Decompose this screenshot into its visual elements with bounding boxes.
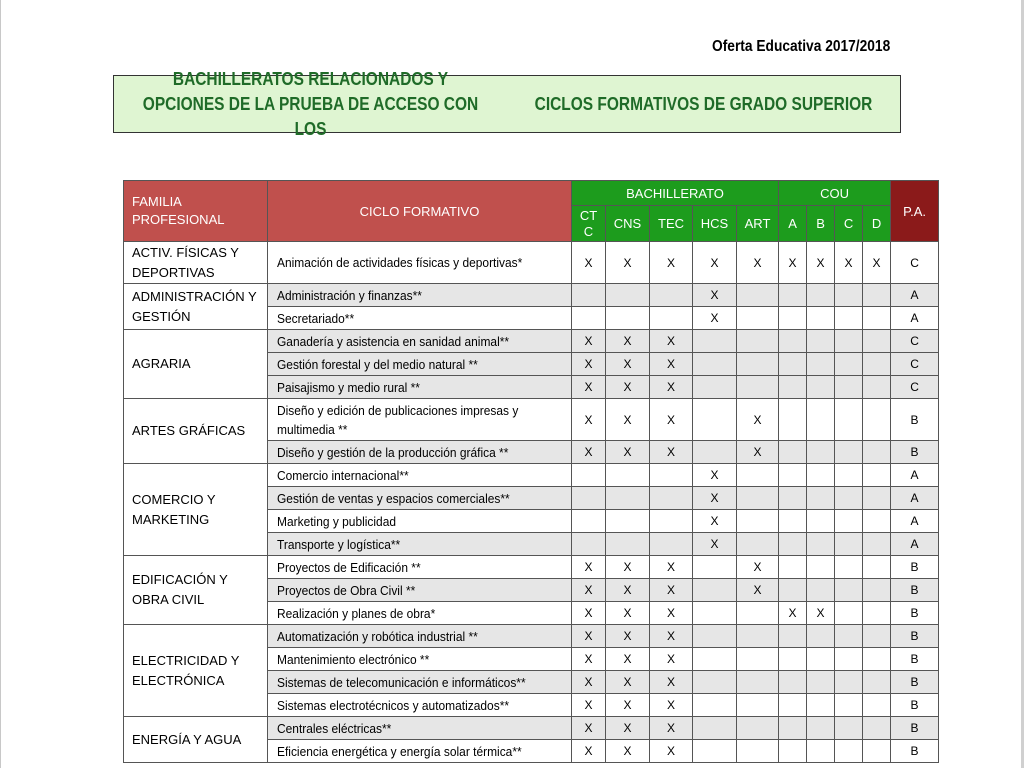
mark-cell-art: X [737,242,779,284]
pa-cell: C [891,376,939,399]
mark-cell-d [863,376,891,399]
familia-cell: ACTIV. FÍSICAS Y DEPORTIVAS [124,242,268,284]
mark-cell-tec: X [650,625,693,648]
mark-cell-tec [650,464,693,487]
mark-cell-b [807,717,835,740]
ciclo-cell [268,556,572,579]
mark-cell-a [779,625,807,648]
mark-cell-a [779,694,807,717]
mark-cell-cns [606,307,650,330]
ciclo-name: Centrales eléctricas** [277,720,392,736]
title-box [113,68,901,139]
mark-cell-tec: X [650,671,693,694]
mark-cell-ctc: X [572,353,606,376]
mark-cell-b: X [807,242,835,284]
pa-cell: B [891,694,939,717]
pa-cell: B [891,625,939,648]
mark-cell-hcs [693,602,737,625]
ciclo-name: Proyectos de Obra Civil ** [277,582,416,598]
mark-cell-a [779,464,807,487]
mark-cell-ctc [572,284,606,307]
mark-cell-a [779,376,807,399]
mark-cell-c [835,602,863,625]
pa-cell: C [891,242,939,284]
mark-cell-d [863,740,891,763]
header-ctc-line1: CT [579,207,598,223]
title-line-2: CICLOS FORMATIVOS DE GRADO SUPERIOR [534,93,873,114]
mark-cell-a [779,556,807,579]
mark-cell-c [835,625,863,648]
ciclo-cell [268,330,572,353]
mark-cell-b [807,487,835,510]
mark-cell-cns: X [606,602,650,625]
mark-cell-art [737,330,779,353]
familia-cell: ADMINISTRACIÓN Y GESTIÓN [124,284,268,330]
mark-cell-ctc: X [572,717,606,740]
mark-cell-tec: X [650,717,693,740]
mark-cell-hcs [693,625,737,648]
mark-cell-d [863,330,891,353]
ciclo-cell [268,602,572,625]
pa-cell: B [891,717,939,740]
header-cou-c: C [835,206,863,242]
mark-cell-hcs: X [693,533,737,556]
mark-cell-a [779,487,807,510]
mark-cell-b: X [807,602,835,625]
mark-cell-a [779,510,807,533]
mark-cell-cns [606,284,650,307]
mark-cell-a [779,330,807,353]
mark-cell-a [779,671,807,694]
mark-cell-c [835,533,863,556]
header-ctc [572,206,606,242]
mark-cell-c [835,399,863,441]
mark-cell-hcs [693,330,737,353]
ciclo-name: Automatización y robótica industrial ** [277,628,478,644]
header-tec: TEC [650,206,693,242]
ciclo-name: Paisajismo y medio rural ** [277,379,420,395]
mark-cell-c [835,330,863,353]
mark-cell-hcs [693,717,737,740]
mark-cell-b [807,307,835,330]
ciclo-name: Ganadería y asistencia en sanidad animal** [277,333,510,349]
table-row [124,242,939,284]
mark-cell-ctc: X [572,694,606,717]
mark-cell-ctc: X [572,330,606,353]
ciclo-name: Administración y finanzas** [277,287,422,303]
pa-cell: B [891,579,939,602]
header-ctc-line2: C [583,223,594,239]
header-pa: P.A. [891,181,939,242]
mark-cell-d [863,625,891,648]
ciclo-name: Gestión de ventas y espacios comerciales** [277,490,510,506]
mark-cell-tec: X [650,740,693,763]
mark-cell-c [835,510,863,533]
mark-cell-b [807,284,835,307]
ciclo-cell [268,242,572,284]
ciclo-name: Sistemas de telecomunicación e informáticos** [277,674,526,690]
mark-cell-a: X [779,602,807,625]
mark-cell-hcs [693,399,737,441]
mark-cell-cns: X [606,648,650,671]
mark-cell-d [863,648,891,671]
ciclo-cell [268,353,572,376]
mark-cell-art [737,464,779,487]
ciclo-cell [268,399,572,441]
familia-cell: COMERCIO Y MARKETING [124,464,268,556]
header-cou-b: B [807,206,835,242]
header-art: ART [737,206,779,242]
mark-cell-hcs: X [693,510,737,533]
pa-cell: A [891,284,939,307]
mark-cell-cns: X [606,441,650,464]
ciclo-cell [268,625,572,648]
mark-cell-cns: X [606,330,650,353]
mark-cell-hcs [693,671,737,694]
pa-cell: B [891,441,939,464]
pa-cell: B [891,648,939,671]
mark-cell-c [835,579,863,602]
header-familia-line2: PROFESIONAL [132,212,225,227]
ciclo-cell [268,487,572,510]
header-ciclo: CICLO FORMATIVO [268,181,572,242]
mark-cell-tec: X [650,330,693,353]
header-cou: COU [779,181,891,206]
pa-cell: A [891,307,939,330]
mark-cell-cns: X [606,353,650,376]
mark-cell-ctc: X [572,602,606,625]
mark-cell-art: X [737,441,779,464]
mark-cell-art [737,671,779,694]
mark-cell-d [863,556,891,579]
mark-cell-tec: X [650,353,693,376]
page-left-edge [0,0,1,768]
ciclos-table [123,180,939,763]
mark-cell-tec [650,284,693,307]
mark-cell-a [779,579,807,602]
mark-cell-d [863,533,891,556]
mark-cell-ctc: X [572,441,606,464]
mark-cell-ctc: X [572,242,606,284]
mark-cell-cns: X [606,671,650,694]
mark-cell-c [835,284,863,307]
mark-cell-art [737,625,779,648]
familia-cell: EDIFICACIÓN Y OBRA CIVIL [124,556,268,625]
ciclo-cell [268,717,572,740]
mark-cell-c [835,671,863,694]
mark-cell-art [737,602,779,625]
mark-cell-hcs [693,441,737,464]
mark-cell-tec: X [650,694,693,717]
pa-cell: C [891,330,939,353]
mark-cell-tec: X [650,602,693,625]
mark-cell-tec [650,533,693,556]
mark-cell-tec: X [650,441,693,464]
mark-cell-d [863,602,891,625]
mark-cell-ctc: X [572,740,606,763]
mark-cell-b [807,579,835,602]
mark-cell-tec: X [650,556,693,579]
mark-cell-hcs [693,353,737,376]
header-cns: CNS [606,206,650,242]
mark-cell-tec: X [650,242,693,284]
header-cou-a: A [779,206,807,242]
mark-cell-b [807,694,835,717]
mark-cell-a: X [779,242,807,284]
mark-cell-ctc: X [572,648,606,671]
mark-cell-cns: X [606,579,650,602]
mark-cell-c [835,441,863,464]
mark-cell-tec [650,307,693,330]
mark-cell-b [807,376,835,399]
ciclo-cell [268,376,572,399]
familia-cell: ELECTRICIDAD Y ELECTRÓNICA [124,625,268,717]
mark-cell-hcs: X [693,307,737,330]
mark-cell-a [779,648,807,671]
mark-cell-c [835,487,863,510]
header-bachillerato: BACHILLERATO [572,181,779,206]
mark-cell-hcs [693,648,737,671]
mark-cell-c [835,353,863,376]
table-row [124,556,939,579]
mark-cell-c [835,376,863,399]
ciclo-name: Marketing y publicidad [277,513,397,529]
header-cou-d: D [863,206,891,242]
ciclo-cell [268,284,572,307]
mark-cell-a [779,353,807,376]
ciclo-cell [268,533,572,556]
mark-cell-cns: X [606,625,650,648]
pa-cell: B [891,556,939,579]
mark-cell-art: X [737,399,779,441]
ciclo-name: Proyectos de Edificación ** [277,559,421,575]
mark-cell-d: X [863,242,891,284]
mark-cell-art [737,533,779,556]
mark-cell-art [737,307,779,330]
pa-cell: A [891,487,939,510]
mark-cell-tec: X [650,579,693,602]
mark-cell-ctc: X [572,376,606,399]
mark-cell-art [737,510,779,533]
mark-cell-art [737,648,779,671]
mark-cell-b [807,740,835,763]
ciclo-cell [268,740,572,763]
ciclo-name: Sistemas electrotécnicos y automatizados** [277,697,510,713]
mark-cell-b [807,353,835,376]
ciclo-name: Comercio internacional** [277,467,409,483]
pa-cell: A [891,464,939,487]
mark-cell-tec: X [650,376,693,399]
mark-cell-d [863,671,891,694]
mark-cell-cns: X [606,556,650,579]
mark-cell-cns [606,464,650,487]
mark-cell-art [737,353,779,376]
familia-cell: ARTES GRÁFICAS [124,399,268,464]
ciclo-name: Realización y planes de obra* [277,605,436,621]
mark-cell-hcs [693,740,737,763]
mark-cell-tec: X [650,648,693,671]
mark-cell-art [737,487,779,510]
mark-cell-b [807,399,835,441]
mark-cell-hcs [693,694,737,717]
mark-cell-c [835,694,863,717]
mark-cell-hcs: X [693,464,737,487]
mark-cell-tec [650,487,693,510]
mark-cell-hcs [693,556,737,579]
mark-cell-b [807,556,835,579]
mark-cell-c: X [835,242,863,284]
pa-cell: B [891,399,939,441]
mark-cell-art: X [737,556,779,579]
mark-cell-art: X [737,579,779,602]
mark-cell-hcs: X [693,242,737,284]
mark-cell-cns: X [606,694,650,717]
mark-cell-a [779,717,807,740]
mark-cell-hcs: X [693,284,737,307]
mark-cell-c [835,556,863,579]
table-row [124,399,939,441]
mark-cell-ctc [572,464,606,487]
table-row [124,625,939,648]
pa-cell: B [891,602,939,625]
ciclo-cell [268,671,572,694]
pa-cell: A [891,533,939,556]
ciclo-name: Gestión forestal y del medio natural ** [277,356,478,372]
header-familia-line1: FAMILIA [132,194,182,209]
mark-cell-ctc: X [572,399,606,441]
mark-cell-cns: X [606,376,650,399]
mark-cell-d [863,399,891,441]
pa-cell: C [891,353,939,376]
mark-cell-ctc: X [572,579,606,602]
table-row [124,330,939,353]
mark-cell-d [863,694,891,717]
ciclo-cell [268,464,572,487]
ciclo-cell [268,694,572,717]
mark-cell-d [863,307,891,330]
mark-cell-cns [606,533,650,556]
mark-cell-c [835,717,863,740]
table-row [124,717,939,740]
mark-cell-a [779,307,807,330]
mark-cell-d [863,284,891,307]
title-line-1: BACHILLERATOS RELACIONADOS Y OPCIONES DE LA PRUEBA DE ACCESO CON LOS [142,68,479,139]
mark-cell-c [835,740,863,763]
mark-cell-art [737,694,779,717]
mark-cell-d [863,464,891,487]
mark-cell-art [737,740,779,763]
mark-cell-b [807,533,835,556]
ciclo-cell [268,307,572,330]
header-hcs: HCS [693,206,737,242]
mark-cell-b [807,625,835,648]
ciclo-name: Diseño y edición de publicaciones impresas y multimedia ** [277,402,519,437]
mark-cell-d [863,717,891,740]
ciclo-name: Animación de actividades físicas y deportivas* [277,255,523,270]
mark-cell-cns [606,510,650,533]
ciclo-cell [268,648,572,671]
mark-cell-ctc [572,307,606,330]
mark-cell-c [835,307,863,330]
mark-cell-b [807,648,835,671]
mark-cell-a [779,533,807,556]
familia-cell: ENERGÍA Y AGUA [124,717,268,763]
mark-cell-b [807,441,835,464]
mark-cell-d [863,441,891,464]
ciclo-cell [268,579,572,602]
mark-cell-cns [606,487,650,510]
pa-cell: B [891,671,939,694]
mark-cell-ctc [572,533,606,556]
pa-cell: A [891,510,939,533]
mark-cell-hcs [693,579,737,602]
mark-cell-d [863,510,891,533]
mark-cell-b [807,330,835,353]
mark-cell-a [779,740,807,763]
mark-cell-cns: X [606,242,650,284]
ciclo-name: Diseño y gestión de la producción gráfica ** [277,444,509,460]
mark-cell-c [835,648,863,671]
table-row [124,284,939,307]
mark-cell-art [737,717,779,740]
mark-cell-a [779,441,807,464]
mark-cell-c [835,464,863,487]
mark-cell-a [779,284,807,307]
mark-cell-d [863,579,891,602]
ciclo-name: Transporte y logística** [277,536,401,552]
familia-cell: AGRARIA [124,330,268,399]
mark-cell-hcs [693,376,737,399]
mark-cell-cns: X [606,740,650,763]
mark-cell-art [737,284,779,307]
mark-cell-tec [650,510,693,533]
pa-cell: B [891,740,939,763]
mark-cell-d [863,487,891,510]
ciclo-name: Mantenimiento electrónico ** [277,651,430,667]
document-header: Oferta Educativa 2017/2018 [711,38,890,55]
ciclo-cell [268,441,572,464]
mark-cell-ctc: X [572,556,606,579]
header-familia [124,181,268,242]
mark-cell-cns: X [606,717,650,740]
mark-cell-d [863,353,891,376]
mark-cell-b [807,671,835,694]
mark-cell-b [807,510,835,533]
mark-cell-cns: X [606,399,650,441]
mark-cell-b [807,464,835,487]
mark-cell-a [779,399,807,441]
mark-cell-ctc: X [572,625,606,648]
table-row [124,464,939,487]
mark-cell-ctc [572,487,606,510]
mark-cell-tec: X [650,399,693,441]
ciclo-cell [268,510,572,533]
ciclo-name: Secretariado** [277,310,355,326]
ciclo-name: Eficiencia energética y energía solar térmica** [277,743,522,759]
mark-cell-ctc [572,510,606,533]
mark-cell-hcs: X [693,487,737,510]
mark-cell-art [737,376,779,399]
mark-cell-ctc: X [572,671,606,694]
